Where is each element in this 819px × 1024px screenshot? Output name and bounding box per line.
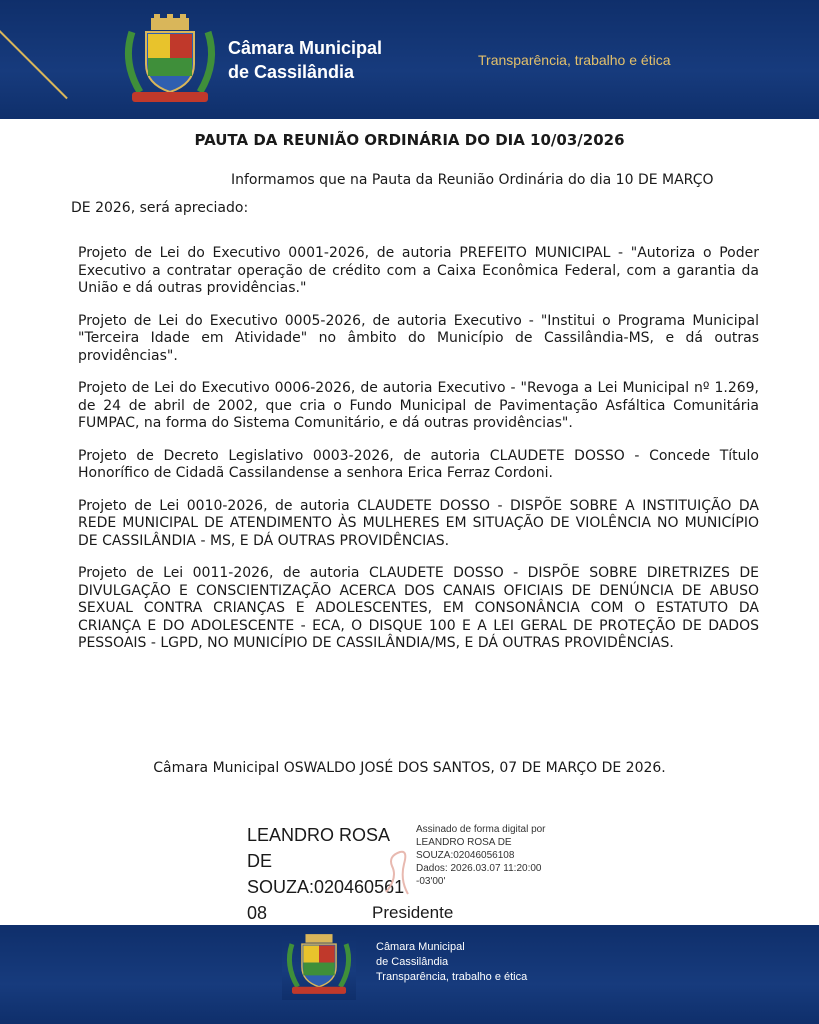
sig-info-line: -03'00'	[416, 876, 446, 887]
sig-info-line: LEANDRO ROSA DE	[416, 837, 512, 848]
agenda-item: Projeto de Lei 0011-2026, de autoria CLAUDETE DOSSO - DISPÕE SOBRE DIRETRIZES DE DIVULGAÇÃO E CONSCIENTIZAÇÃO ACERCA DOS CANAIS OFICIAIS DE DENÚNCIA DE ABUSO SEXUAL CONTRA CRIANÇAS E ADOLESCENTES, EM CONSONÂNCIA COM O ESTATUTO DA CRIANÇA E DO ADOLESCENTE - ECA, O DISQUE 100 E A LEI GERAL DE PROTEÇÃO DE DADOS PESSOAIS - LGPD, NO MUNICÍPIO DE CASSILÂNDIA/MS, E DÁ OUTRAS PROVIDÊNCIAS.	[78, 565, 759, 651]
decorative-stripe	[0, 20, 68, 99]
signer-name-line3: 08	[247, 903, 268, 923]
footer-line3: Transparência, trabalho e ética	[376, 971, 528, 983]
coat-of-arms-icon	[118, 12, 222, 108]
institution-name-line1: Câmara Municipal	[228, 38, 383, 58]
footer-line2: de Cassilândia	[376, 956, 449, 968]
digital-signature-info	[416, 823, 576, 888]
agenda-item: Projeto de Lei do Executivo 0005-2026, de autoria Executivo - "Institui o Programa Municipal "Terceira Idade em Atividade" no âmbito do Município de Cassilândia-MS, e dá outras providências".	[78, 312, 759, 364]
agenda-item: Projeto de Lei do Executivo 0001-2026, de autoria PREFEITO MUNICIPAL - "Autoriza o Poder Executivo a contratar operação de crédito com a Caixa Econômica Federal, com a garantia da União e dá outras providências."	[78, 245, 759, 296]
document-title: PAUTA DA REUNIÃO ORDINÁRIA DO DIA 10/03/2026	[194, 131, 625, 149]
agenda-items	[78, 245, 759, 668]
footer-coat-of-arms-icon	[282, 928, 356, 1000]
footer-text	[376, 940, 527, 985]
header-banner	[0, 0, 819, 119]
header-tagline: Transparência, trabalho e ética	[478, 52, 671, 68]
signer-name-line2: SOUZA:020460561	[247, 877, 405, 897]
place-date: Câmara Municipal OSWALDO JOSÉ DOS SANTOS, 07 DE MARÇO DE 2026.	[153, 760, 666, 776]
agenda-item: Projeto de Lei 0010-2026, de autoria CLAUDETE DOSSO - DISPÕE SOBRE A INSTITUIÇÃO DA REDE MUNICIPAL DE ATENDIMENTO ÀS MULHERES EM SITUAÇÃO DE VIOLÊNCIA NO MUNICÍPIO DE CASSILÂNDIA - MS, E DÁ OUTRAS PROVIDÊNCIAS.	[78, 497, 759, 549]
intro-line2: DE 2026, será apreciado:	[71, 200, 249, 216]
signer-name-line1: LEANDRO ROSA DE	[247, 825, 390, 871]
sig-info-line: SOUZA:02046056108	[416, 850, 515, 861]
institution-name-line2: de Cassilândia	[228, 62, 355, 82]
institution-name	[228, 36, 382, 84]
signature-mark-icon	[378, 848, 418, 898]
sig-info-line: Dados: 2026.03.07 11:20:00	[416, 863, 542, 874]
intro-line1: Informamos que na Pauta da Reunião Ordinária do dia 10 DE MARÇO	[231, 172, 714, 188]
footer-line1: Câmara Municipal	[376, 941, 465, 953]
agenda-item: Projeto de Lei do Executivo 0006-2026, de autoria Executivo - "Revoga a Lei Municipal nº 1.269, de 24 de abril de 2002, que cria o Fundo Municipal de Pavimentação Asfáltica Comunitária FUMPAC, na forma do Sistema Comunitário, e dá outras providências".	[78, 380, 759, 431]
agenda-item: Projeto de Decreto Legislativo 0003-2026, de autoria CLAUDETE DOSSO - Concede Título Honorífico de Cidadã Cassilandense a senhora Erica Ferraz Cordoni.	[78, 447, 759, 481]
signer-role: Presidente	[372, 903, 454, 922]
sig-info-line: Assinado de forma digital por	[416, 824, 546, 835]
